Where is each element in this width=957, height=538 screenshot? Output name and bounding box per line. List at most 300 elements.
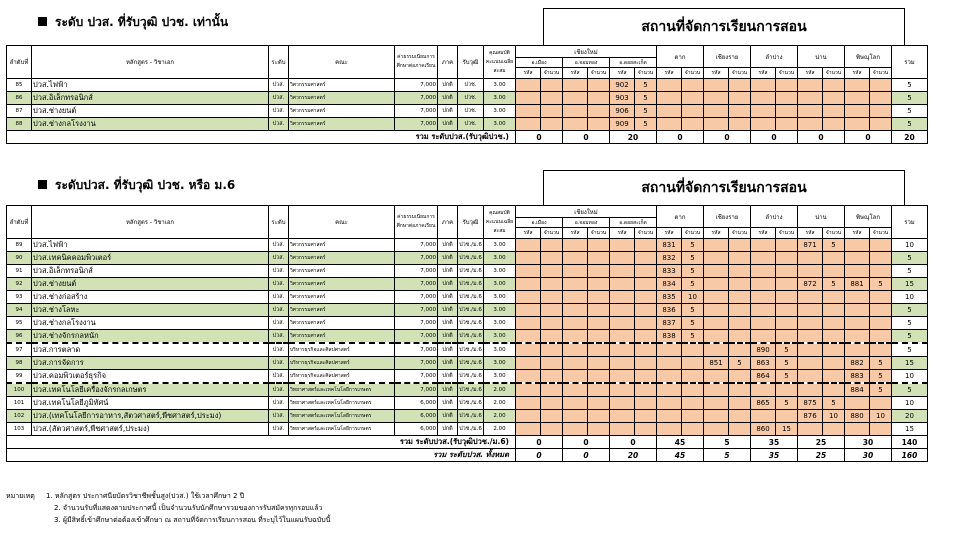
venue-code (610, 357, 635, 370)
venue-code (798, 330, 823, 344)
venue-count: 5 (776, 357, 798, 370)
venue-count (635, 330, 657, 344)
table-row (7, 265, 928, 278)
col-header-campus: น่าน (798, 206, 845, 228)
bullet-square-icon (38, 17, 47, 26)
table-row (7, 278, 928, 291)
venue-code (610, 278, 635, 291)
venue-code (563, 357, 588, 370)
faculty: วิทยาศาสตร์และเทคโนโลยีการเกษตร (289, 397, 395, 410)
venue-code (798, 79, 823, 92)
sum-row-value: 35 (751, 436, 798, 449)
venue-code (845, 317, 870, 330)
venue-code (798, 343, 823, 357)
venue-count (541, 105, 563, 118)
venue-count (588, 278, 610, 291)
venue-code: 837 (657, 317, 682, 330)
row-no: 103 (7, 423, 32, 436)
venue-code: 890 (751, 343, 776, 357)
term: ปกติ (438, 397, 458, 410)
venue-code: 903 (610, 92, 635, 105)
gpa: 3.00 (484, 317, 516, 330)
col-header-district: อ.จอมทอง (563, 218, 610, 228)
row-total: 20 (892, 410, 928, 423)
term: ปกติ (438, 79, 458, 92)
venue-code (798, 265, 823, 278)
row-no: 91 (7, 265, 32, 278)
grand-total-row-value: 0 (563, 449, 610, 462)
term: ปกติ (438, 291, 458, 304)
col-header-code: รหัส (563, 228, 588, 239)
sum-row-total: 20 (892, 131, 928, 144)
venue-code (704, 239, 729, 252)
venue-count (729, 304, 751, 317)
venue-count (541, 79, 563, 92)
venue-count (588, 105, 610, 118)
row-total: 5 (892, 105, 928, 118)
venue-code (704, 370, 729, 384)
venue-code (845, 118, 870, 131)
section1-title: ระดับ ปวส. ที่รับวุฒิ ปวช. เท่านั้น (38, 13, 228, 32)
venue-code: 863 (751, 357, 776, 370)
venue-code: 831 (657, 239, 682, 252)
program-name: ปวส.ช่างก่อสร้าง (32, 291, 269, 304)
faculty: วิศวกรรมศาสตร์ (289, 330, 395, 344)
faculty: วิทยาศาสตร์และเทคโนโลยีการเกษตร (289, 383, 395, 397)
venue-code (845, 423, 870, 436)
venue-count (729, 410, 751, 423)
col-header-level: ระดับ (269, 206, 289, 239)
sum-row-value: 25 (798, 436, 845, 449)
venue-code (610, 370, 635, 384)
term: ปกติ (438, 330, 458, 344)
venue-count (588, 343, 610, 357)
sum-row-value: 0 (845, 131, 892, 144)
col-header-term: ภาค (438, 46, 458, 79)
venue-count (682, 118, 704, 131)
venue-count (823, 357, 845, 370)
venue-count: 5 (870, 357, 892, 370)
row-no: 86 (7, 92, 32, 105)
venue-count (870, 79, 892, 92)
level: ปวส. (269, 423, 289, 436)
venue-count (635, 423, 657, 436)
col-header-code: รหัส (610, 68, 635, 79)
venue-count (635, 291, 657, 304)
gpa: 3.00 (484, 79, 516, 92)
faculty: วิทยาศาสตร์และเทคโนโลยีการเกษตร (289, 423, 395, 436)
venue-code: 881 (845, 278, 870, 291)
program-name: ปวส.การจัดการ (32, 357, 269, 370)
note-item: 1. หลักสูตร ประกาศนียบัตรวิชาชีพชั้นสูง(ปวส.) ใช้เวลาศึกษา 2 ปี (46, 492, 245, 500)
required-qualification: ปวช./ม.6 (458, 304, 484, 317)
row-total: 10 (892, 239, 928, 252)
col-header-count: จำนวน (541, 68, 563, 79)
venue-count (682, 383, 704, 397)
grand-total-row-value: 25 (798, 449, 845, 462)
term: ปกติ (438, 343, 458, 357)
grand-total-row-total: 160 (892, 449, 928, 462)
table-row (7, 79, 928, 92)
venue-code (657, 357, 682, 370)
venue-count (635, 357, 657, 370)
level: ปวส. (269, 79, 289, 92)
venue-count (635, 304, 657, 317)
level: ปวส. (269, 252, 289, 265)
row-no: 85 (7, 79, 32, 92)
venue-count (541, 304, 563, 317)
venue-count (729, 265, 751, 278)
faculty: วิทยาศาสตร์และเทคโนโลยีการเกษตร (289, 410, 395, 423)
venue-count: 5 (823, 239, 845, 252)
level: ปวส. (269, 397, 289, 410)
venue-count (776, 118, 798, 131)
term: ปกติ (438, 278, 458, 291)
row-total: 15 (892, 278, 928, 291)
gpa: 3.00 (484, 304, 516, 317)
venue-count (776, 92, 798, 105)
grand-total-row-value: 35 (751, 449, 798, 462)
venue-code (516, 265, 541, 278)
row-no: 95 (7, 317, 32, 330)
col-header-faculty: คณะ (289, 46, 395, 79)
faculty: บริหารธุรกิจและศิลปศาสตร์ (289, 370, 395, 384)
venue-code (798, 357, 823, 370)
venue-count (588, 410, 610, 423)
venue-count: 5 (823, 397, 845, 410)
section2-title: ระดับปวส. ที่รับวุฒิ ปวช. หรือ ม.6 (38, 176, 235, 195)
venue-code (704, 278, 729, 291)
venue-code (516, 317, 541, 330)
venue-count: 5 (870, 370, 892, 384)
venue-code (704, 265, 729, 278)
venue-count (729, 278, 751, 291)
level: ปวส. (269, 265, 289, 278)
notes-head: หมายเหตุ (6, 492, 35, 500)
venue-count (870, 423, 892, 436)
venue-code: 833 (657, 265, 682, 278)
row-no: 90 (7, 252, 32, 265)
row-no: 89 (7, 239, 32, 252)
venue-code: 864 (751, 370, 776, 384)
gpa: 3.00 (484, 370, 516, 384)
table-row (7, 239, 928, 252)
gpa: 3.00 (484, 291, 516, 304)
venue-count (541, 330, 563, 344)
venue-code (845, 239, 870, 252)
table-row (7, 118, 928, 131)
venue-count (682, 397, 704, 410)
col-header-code: รหัส (845, 68, 870, 79)
venue-count (682, 370, 704, 384)
venue-code (563, 304, 588, 317)
fee: 7,000 (395, 291, 438, 304)
venue-code (563, 265, 588, 278)
venue-count (823, 92, 845, 105)
venue-count (729, 92, 751, 105)
program-name: ปวส.ช่างยนต์ (32, 278, 269, 291)
level: ปวส. (269, 304, 289, 317)
level: ปวส. (269, 357, 289, 370)
row-total: 5 (892, 92, 928, 105)
table-row (7, 291, 928, 304)
col-header-chiangmai: เชียงใหม่ (516, 206, 657, 218)
venue-code (704, 92, 729, 105)
venue-code (516, 291, 541, 304)
venue-count (588, 265, 610, 278)
venue-count (588, 239, 610, 252)
required-qualification: ปวช./ม.6 (458, 317, 484, 330)
venue-code: 832 (657, 252, 682, 265)
venue-count: 5 (776, 397, 798, 410)
venue-count (635, 410, 657, 423)
row-total: 10 (892, 370, 928, 384)
venue-count (682, 79, 704, 92)
venue-code (610, 397, 635, 410)
venue-count (588, 118, 610, 131)
venue-code: 838 (657, 330, 682, 344)
venue-count (729, 317, 751, 330)
venue-code (657, 92, 682, 105)
venue-count (541, 370, 563, 384)
venue-code (516, 92, 541, 105)
venue-count: 5 (870, 383, 892, 397)
venue-code (563, 343, 588, 357)
venue-count: 15 (776, 423, 798, 436)
col-header-count: จำนวน (541, 228, 563, 239)
faculty: บริหารธุรกิจและศิลปศาสตร์ (289, 357, 395, 370)
level: ปวส. (269, 330, 289, 344)
venue-count: 5 (682, 252, 704, 265)
fee: 7,000 (395, 370, 438, 384)
program-name: ปวส.ไฟฟ้า (32, 79, 269, 92)
venue-code (563, 291, 588, 304)
venue-count (541, 252, 563, 265)
venue-count (776, 252, 798, 265)
venue-code (704, 79, 729, 92)
fee: 7,000 (395, 118, 438, 131)
venue-code (516, 370, 541, 384)
required-qualification: ปวช. (458, 105, 484, 118)
fee: 6,000 (395, 410, 438, 423)
venue-code (704, 330, 729, 344)
venue-code (751, 291, 776, 304)
venue-code (563, 79, 588, 92)
term: ปกติ (438, 317, 458, 330)
row-total: 5 (892, 252, 928, 265)
venue-count (870, 252, 892, 265)
col-header-total: รวม (892, 206, 928, 239)
venue-count: 5 (635, 79, 657, 92)
venue-code: 871 (798, 239, 823, 252)
venue-count (682, 423, 704, 436)
venue-code (563, 330, 588, 344)
venue-code (704, 383, 729, 397)
level: ปวส. (269, 239, 289, 252)
faculty: วิศวกรรมศาสตร์ (289, 118, 395, 131)
venue-code: 876 (798, 410, 823, 423)
term: ปกติ (438, 423, 458, 436)
gpa: 2.00 (484, 410, 516, 423)
venue-code (516, 239, 541, 252)
faculty: วิศวกรรมศาสตร์ (289, 105, 395, 118)
faculty: บริหารธุรกิจและศิลปศาสตร์ (289, 343, 395, 357)
venue-count (682, 105, 704, 118)
venue-code (798, 370, 823, 384)
venue-code (610, 304, 635, 317)
required-qualification: ปวช./ม.6 (458, 397, 484, 410)
venue-count (823, 79, 845, 92)
venue-count (776, 317, 798, 330)
venue-count (823, 118, 845, 131)
faculty: วิศวกรรมศาสตร์ (289, 252, 395, 265)
venue-count: 5 (682, 239, 704, 252)
term: ปกติ (438, 92, 458, 105)
term: ปกติ (438, 118, 458, 131)
venue-code (516, 278, 541, 291)
venue-code (516, 343, 541, 357)
venue-count (823, 252, 845, 265)
venue-code (845, 92, 870, 105)
required-qualification: ปวช./ม.6 (458, 330, 484, 344)
venue-code (704, 105, 729, 118)
col-header-count: จำนวน (682, 68, 704, 79)
venue-code: 902 (610, 79, 635, 92)
venue-count: 10 (823, 410, 845, 423)
row-total: 10 (892, 291, 928, 304)
venue-count (870, 397, 892, 410)
venue-code (798, 423, 823, 436)
venue-code (845, 265, 870, 278)
venue-count (635, 278, 657, 291)
required-qualification: ปวช./ม.6 (458, 291, 484, 304)
sum-row-value: 0 (516, 436, 563, 449)
venue-code (516, 118, 541, 131)
venue-count (541, 317, 563, 330)
venue-code (751, 330, 776, 344)
venue-count (823, 304, 845, 317)
fee: 7,000 (395, 330, 438, 344)
fee: 7,000 (395, 92, 438, 105)
fee: 7,000 (395, 357, 438, 370)
table-row (7, 92, 928, 105)
grand-total-row-value: 30 (845, 449, 892, 462)
venue-count (729, 79, 751, 92)
sum-row-value: 20 (610, 131, 657, 144)
level: ปวส. (269, 118, 289, 131)
venue-code (751, 92, 776, 105)
venue-code (845, 105, 870, 118)
col-header-fee: ค่าธรรมเนียมการศึกษาต่อภาคเรียน (395, 46, 438, 79)
col-header-no: ลำดับที่ (7, 46, 32, 79)
col-header-code: รหัส (845, 228, 870, 239)
venue-count (729, 118, 751, 131)
table-row (7, 304, 928, 317)
program-name: ปวส.เทคโนโลยีเครื่องจักรกลเกษตร (32, 383, 269, 397)
table-row (7, 357, 928, 370)
venue-code (610, 265, 635, 278)
venue-code (516, 79, 541, 92)
venue-count (776, 383, 798, 397)
venue-count (541, 397, 563, 410)
sum-row-value: 0 (563, 436, 610, 449)
required-qualification: ปวช./ม.6 (458, 265, 484, 278)
required-qualification: ปวช./ม.6 (458, 410, 484, 423)
venue-count (776, 330, 798, 344)
venue-count (776, 265, 798, 278)
col-header-campus: เชียงราย (704, 206, 751, 228)
venue-code (610, 343, 635, 357)
table-row (7, 317, 928, 330)
venue-code: 906 (610, 105, 635, 118)
program-name: ปวส.อิเล็กทรอนิกส์ (32, 265, 269, 278)
fee: 7,000 (395, 317, 438, 330)
venue-code (751, 265, 776, 278)
venue-count (541, 291, 563, 304)
venue-count (635, 252, 657, 265)
required-qualification: ปวช./ม.6 (458, 252, 484, 265)
col-header-total: รวม (892, 46, 928, 79)
venue-code (657, 118, 682, 131)
venue-count (823, 317, 845, 330)
col-header-campus: ลำปาง (751, 46, 798, 68)
venue-code (610, 330, 635, 344)
venue-code (751, 278, 776, 291)
col-header-campus: น่าน (798, 46, 845, 68)
venue-code (610, 252, 635, 265)
col-header-code: รหัส (798, 68, 823, 79)
venue-code (563, 278, 588, 291)
col-header-code: รหัส (516, 228, 541, 239)
row-total: 5 (892, 383, 928, 397)
venue-count (635, 370, 657, 384)
venue-count (588, 291, 610, 304)
venue-count (870, 92, 892, 105)
col-header-campus: พิษณุโลก (845, 46, 892, 68)
venue-code (751, 252, 776, 265)
gpa: 3.00 (484, 239, 516, 252)
venue-code: 882 (845, 357, 870, 370)
level: ปวส. (269, 383, 289, 397)
sum-row-value: 0 (704, 131, 751, 144)
fee: 6,000 (395, 397, 438, 410)
venue-code (798, 317, 823, 330)
venue-count (870, 118, 892, 131)
row-no: 87 (7, 105, 32, 118)
sum-row (7, 436, 928, 449)
venue-code (657, 79, 682, 92)
venue-count (776, 239, 798, 252)
venue-code: 836 (657, 304, 682, 317)
venue-code (610, 239, 635, 252)
level: ปวส. (269, 410, 289, 423)
col-header-district: อ.จอมทอง (563, 58, 610, 68)
venue-code (704, 423, 729, 436)
venue-count (588, 357, 610, 370)
sum-row-value: 0 (798, 131, 845, 144)
program-name: ปวส.ช่างกลโรงงาน (32, 317, 269, 330)
fee: 7,000 (395, 278, 438, 291)
venue-code (657, 105, 682, 118)
col-header-district: อ.เมือง (516, 58, 563, 68)
venue-code: 860 (751, 423, 776, 436)
notes (6, 490, 330, 526)
col-header-district: อ.เมือง (516, 218, 563, 228)
col-header-code: รหัส (610, 228, 635, 239)
row-total: 15 (892, 423, 928, 436)
venue-count: 5 (682, 265, 704, 278)
program-name: ปวส.ช่างกลโรงงาน (32, 118, 269, 131)
